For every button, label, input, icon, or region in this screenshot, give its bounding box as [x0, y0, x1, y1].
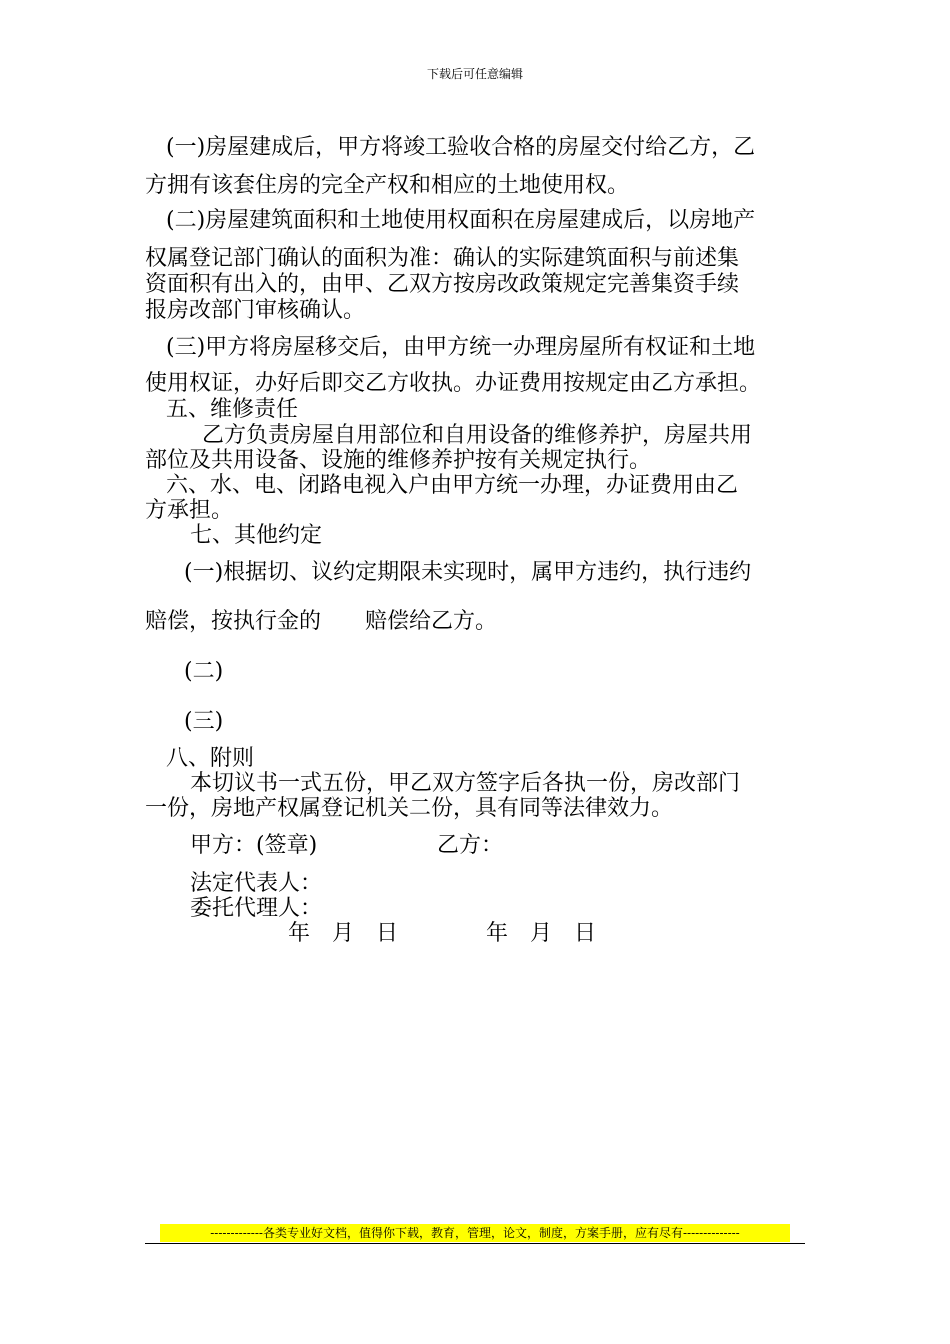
legal-representative: 法定代表人：	[190, 871, 323, 896]
clause-4-1-line-1: (一)房屋建成后，甲方将竣工验收合格的房屋交付给乙方，乙	[166, 135, 756, 160]
party-b-signature: 乙方：	[437, 833, 504, 858]
section-5-line-1: 乙方负责房屋自用部位和自用设备的维修养护，房屋共用	[202, 423, 753, 448]
footer-banner: -------------各类专业好文档，值得你下载，教育，管理，论文，制度，方案手册，应有尽有--------------	[160, 1224, 790, 1242]
clause-4-2-line-1: (二)房屋建筑面积和土地使用权面积在房屋建成后，以房地产	[166, 208, 756, 233]
section-6-line-1: 六、水、电、闭路电视入户由甲方统一办理，办证费用由乙	[166, 473, 739, 498]
authorized-agent: 委托代理人：	[190, 896, 323, 921]
section-5-heading: 五、维修责任	[166, 397, 299, 422]
section-7-clause-2: (二)	[184, 659, 224, 684]
clause-4-2-line-2: 权属登记部门确认的面积为准：确认的实际建筑面积与前述集	[145, 246, 740, 271]
clause-4-2-line-3: 资面积有出入的，由甲、乙双方按房改政策规定完善集资手续	[145, 272, 740, 297]
clause-4-3-line-1: (三)甲方将房屋移交后，由甲方统一办理房屋所有权证和土地	[166, 335, 756, 360]
section-8-line-1: 本切议书一式五份，甲乙双方签字后各执一份，房改部门	[190, 771, 741, 796]
clause-4-2-line-4: 报房改部门审核确认。	[145, 298, 366, 323]
header-note: 下载后可任意编辑	[426, 67, 523, 81]
section-6-line-2: 方承担。	[145, 498, 234, 523]
section-7-clause-3: (三)	[184, 709, 224, 734]
section-7-clause-1-line-1: (一)根据切、议约定期限未实现时，属甲方违约，执行违约	[184, 560, 752, 585]
date-party-a: 年 月 日	[288, 921, 399, 946]
section-7-clause-1-line-2: 赔偿，按执行金的 赔偿给乙方。	[145, 609, 498, 634]
party-a-signature: 甲方：(签章)	[190, 833, 318, 858]
section-7-heading: 七、其他约定	[190, 523, 323, 548]
date-party-b: 年 月 日	[486, 921, 597, 946]
clause-4-1-line-2: 方拥有该套住房的完全产权和相应的土地使用权。	[145, 173, 630, 198]
section-8-line-2: 一份，房地产权属登记机关二份，具有同等法律效力。	[145, 796, 674, 821]
section-8-heading: 八、附则	[166, 746, 255, 771]
footer-divider	[145, 1243, 805, 1244]
clause-4-3-line-2: 使用权证，办好后即交乙方收执。办证费用按规定由乙方承担。	[145, 371, 762, 396]
section-5-line-2: 部位及共用设备、设施的维修养护按有关规定执行。	[145, 448, 652, 473]
